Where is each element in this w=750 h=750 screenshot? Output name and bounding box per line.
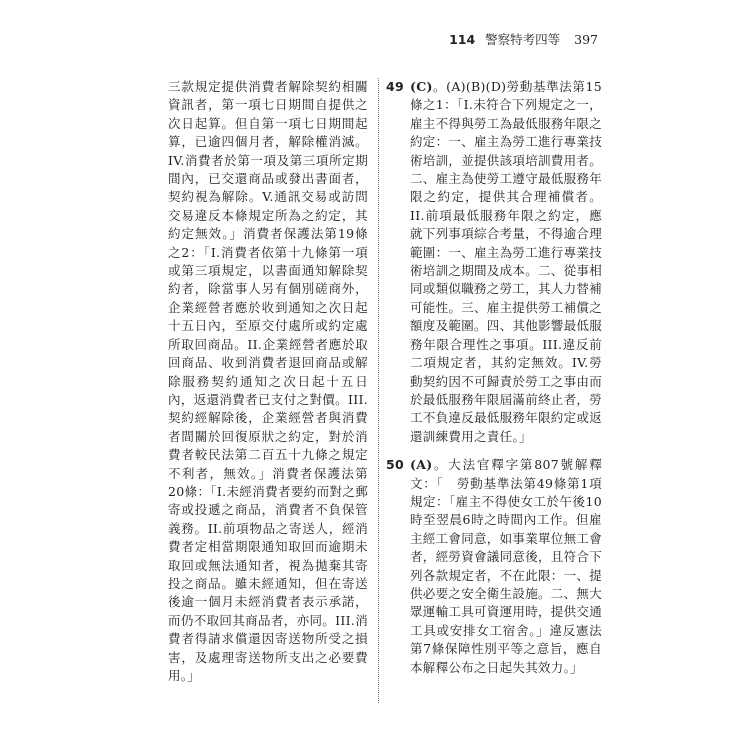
page-number: 397	[574, 32, 598, 47]
question-50	[386, 456, 602, 677]
question-explanation: 。大法官釋字第807號解釋文：「 勞動基準法第49條第1項規定：「雇主不得使女工於午後10時至翌晨6時之時間內工作。但雇主經工會同意，如事業單位無工會者，經勞資會議同意後，且符合下列各款規定者，不在此限：一、提供必要之安全衛生設施。二、無大眾運輸工具可資運用時，提供交通工具或安排女工宿舍。」違反憲法第7條保障性別平等之意旨，應自本解釋公布之日起失其效力。」	[410, 457, 603, 675]
page-header	[449, 30, 598, 48]
question-number: 49	[386, 79, 404, 94]
book-title: 警察特考四等	[485, 32, 561, 47]
column-divider	[378, 78, 379, 703]
chapter-number: 114	[449, 32, 476, 47]
question-49	[386, 78, 602, 446]
right-column	[386, 78, 602, 677]
question-answer: (C)	[410, 79, 433, 94]
left-column	[168, 78, 368, 685]
question-explanation: 。(A)(B)(D)勞動基準法第15條之1：「I.未符合下列規定之一，雇主不得與勞工為最低服務年限之約定：一、雇主為勞工進行專業技術培訓，並提供該項培訓費用者。二、雇主為使勞工遵守最低服務年限之約定，提供其合理補償者。II.前項最低服務年限之約定，應就下列事項綜合考量，不得逾合理範圍：一、雇主為勞工進行專業技術培訓之期間及成本。二、從事相同或類似職務之勞工，其人力替補可能性。三、雇主提供勞工補償之額度及範圍。四、其他影響最低服務年限合理性之事項。III.違反前二項規定者，其約定無效。IV.勞動契約因不可歸責於勞工之事由而於最低服務年限屆滿前終止者，勞工不負違反最低服務年限約定或返還訓練費用之責任。」	[410, 79, 603, 444]
question-number: 50	[386, 457, 404, 473]
question-answer: (A)	[410, 457, 433, 473]
left-column-text: 三款規定提供消費者解除契約相關資訊者，第一項七日期間自提供之次日起算。但自第一項七日期間起算，已逾四個月者，解除權消滅。IV.消費者於第一項及第三項所定期間內，已交還商品或發出書面者，契約視為解除。V.通訊交易或訪問交易違反本條規定所為之約定，其約定無效。」消費者保護法第19條之2：「I.消費者依第十九條第一項或第三項規定，以書面通知解除契約者，除當事人另有個別磋商外，企業經營者應於收到通知之次日起十五日內，至原交付處所或約定處所取回商品。II.企業經營者應於取回商品、收到消費者退回商品或解除服務契約通知之次日起十五日內，返還消費者已支付之對價。III.契約經解除後，企業經營者與消費者間關於回復原狀之約定，對於消費者較民法第二百五十九條之規定不利者，無效。」消費者保護法第20條：「I.未經消費者要約而對之郵寄或投遞之商品，消費者不負保管義務。II.前項物品之寄送人，經消費者定相當期限通知取回而逾期未取回或無法通知者，視為拋棄其寄投之商品。雖未經通知，但在寄送後逾一個月未經消費者表示承諾，而仍不取回其商品者，亦同。III.消費者得請求償還因寄送物所受之損害，及處理寄送物所支出之必要費用。」	[168, 79, 368, 683]
